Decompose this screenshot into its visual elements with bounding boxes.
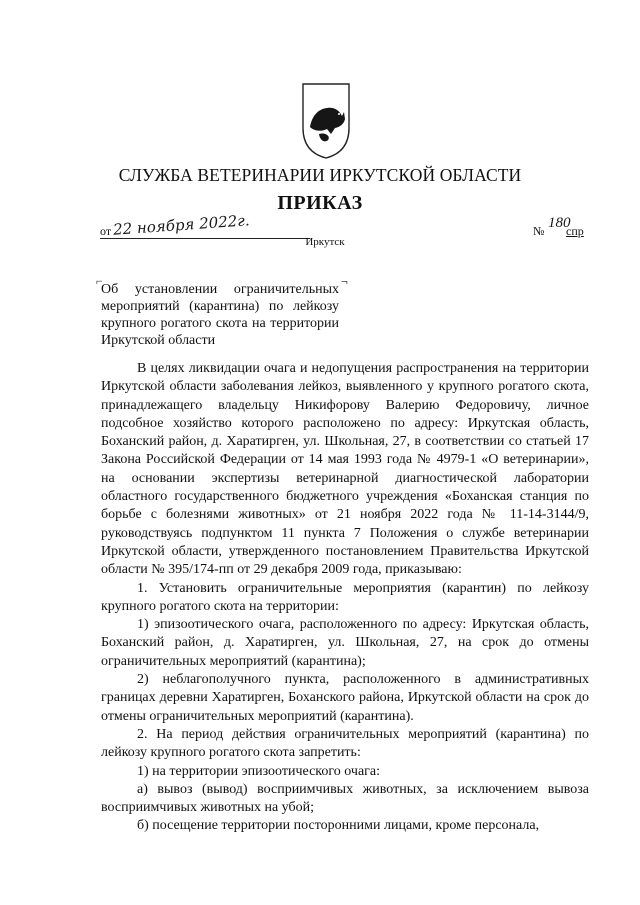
paragraph-preamble: В целях ликвидации очага и недопущения распространения на территории Иркутской области заболевания лейкоз, выявленного у крупного рогатого скота, принадлежащего владельцу Никифорову Валерию Федоровичу, личное подсобное хозяйство которого расположено по адресу: Иркутская область, Боханский район, д. Харатирген, ул. Школьная, 27, в соответствии со статьей 17 Закона Российской Федерации от 14 мая 1993 года № 4979-1 «О ветеринарии», на основании экспертизы ветеринарной диагностической лаборатории областного государственного бюджетного учреждения «Боханская станция по борьбе с болезнями животных» от 21 ноября 2022 года № 11-14-3144/9, руководствуясь подпунктом 11 пункта 7 Положения о службе ветеринарии Иркутской области, утвержденного постановлением Правительства Иркутской области № 395/174-пп от 29 декабря 2009 года, приказываю: [101,361,589,578]
paragraph-item-2: 2. На период действия ограничительных мероприятий (карантина) по лейкозу крупного рогатого скота запретить: [101,726,589,761]
date-prefix: от [100,224,112,238]
order-subject: Об установлении ограничительных мероприятий (карантина) по лейкозу крупного рогатого скота на территории Иркутской области [101,282,339,348]
corner-bracket-left: ⌐ [96,274,103,288]
city-label: Иркутск [305,236,345,248]
paragraph-item-1-2: 2) неблагополучного пункта, расположенного в административных границах деревни Харатирген, Боханского района, Иркутской области на срок до отмены ограничительных мероприятий (карантина). [101,672,589,724]
organization-title: СЛУЖБА ВЕТЕРИНАРИИ ИРКУТСКОЙ ОБЛАСТИ [118,165,522,185]
coat-of-arms-icon [301,82,351,160]
number-suffix: спр [566,224,584,238]
order-body [101,360,589,836]
number-prefix: № [533,224,545,238]
number-handwritten: 180 [548,215,571,231]
paragraph-item-2-1-a: а) вывоз (вывод) восприимчивых животных, за исключением вывоза восприимчивых животных на убой; [101,781,589,816]
document-type-title: ПРИКАЗ [277,192,363,214]
paragraph-item-2-1-b: б) посещение территории посторонними лицами, кроме персонала, [137,818,540,834]
paragraph-item-2-1: 1) на территории эпизоотического очага: [137,763,381,779]
date-handwritten: 22 ноября 2022г. [112,211,251,239]
paragraph-item-1-1: 1) эпизоотического очага, расположенного по адресу: Иркутская область, Боханский район, д. Харатирген, ул. Школьная, 27, на срок до отмены ограничительных мероприятий (карантина); [101,617,589,669]
paragraph-item-1: 1. Установить ограничительные мероприятия (карантин) по лейкозу крупного рогатого скота на территории: [101,580,589,614]
corner-bracket-right: ¬ [341,274,348,288]
